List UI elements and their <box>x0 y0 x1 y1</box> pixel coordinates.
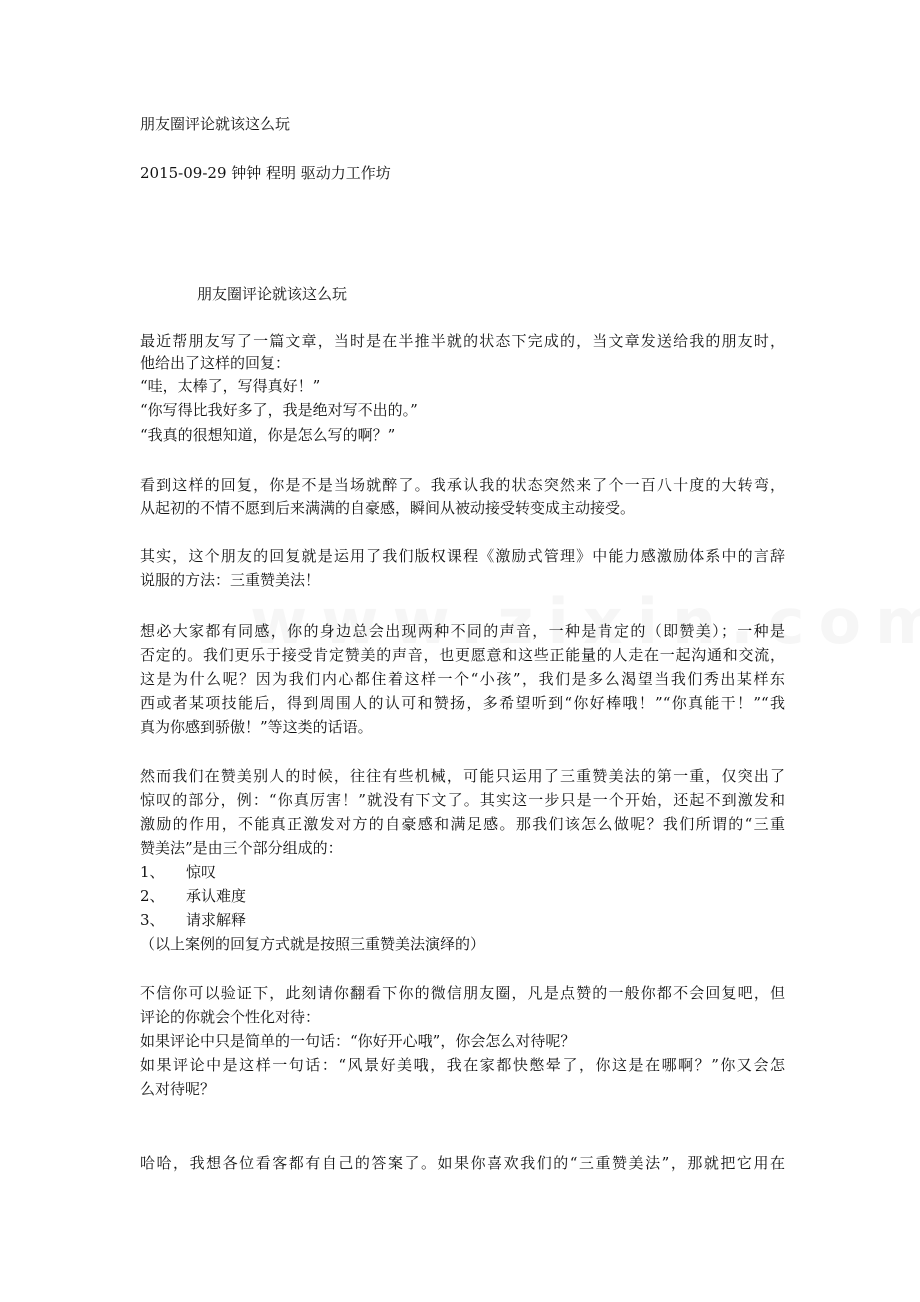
paragraph-6-line-2: 评论的你就会个性化对待： <box>140 1008 321 1026</box>
paragraph-1-line-2: 他给出了这样的回复： <box>140 354 291 372</box>
list-item-number: 2、 <box>140 887 165 905</box>
paragraph-5-line-1: 然而我们在赞美别人的时候，往往有些机械，可能只运用了三重赞美法的第一重，仅突出了 <box>140 767 785 785</box>
list-item-number: 3、 <box>140 911 165 929</box>
document-title: 朋友圈评论就该这么玩 <box>140 115 291 133</box>
list-item <box>140 885 785 907</box>
paragraph-5-line-4: 赞美法”是由三个部分组成的： <box>140 839 343 857</box>
paragraph-5-line-2: 惊叹的部分，例：“你真厉害！”就没有下文了。其实这一步只是一个开始，还起不到激发和 <box>140 791 785 809</box>
paragraph-4-line-1: 想必大家都有同感，你的身边总会出现两种不同的声音，一种是肯定的（即赞美）；一种是 <box>140 622 785 640</box>
paragraph-6-line-5: 么对待呢？ <box>140 1080 216 1098</box>
quote-3: “我真的很想知道，你是怎么写的啊？” <box>140 426 396 444</box>
paragraph-4-line-5: 真为你感到骄傲！”等这类的话语。 <box>140 718 373 736</box>
paragraph-6-line-3: 如果评论中只是简单的一句话：“你好开心哦”，你会怎么对待呢？ <box>140 1032 576 1050</box>
paragraph-1-line-1: 最近帮朋友写了一篇文章，当时是在半推半就的状态下完成的，当文章发送给我的朋友时， <box>140 332 785 350</box>
paragraph-6-line-4: 如果评论中是这样一句话：“风景好美哦，我在家都快憋晕了，你这是在哪啊？”你又会怎 <box>140 1056 785 1074</box>
list-note: （以上案例的回复方式就是按照三重赞美法演绎的） <box>140 935 486 953</box>
quote-1: “哇，太棒了，写得真好！” <box>140 377 321 395</box>
list-item <box>140 861 785 883</box>
article-subtitle: 朋友圈评论就该这么玩 <box>197 285 348 303</box>
quote-2: “你写得比我好多了，我是绝对写不出的。” <box>140 401 418 419</box>
paragraph-3-line-1: 其实，这个朋友的回复就是运用了我们版权课程《激励式管理》中能力感激励体系中的言辞 <box>140 547 785 565</box>
list-item-text: 惊叹 <box>186 863 217 881</box>
list-item-text: 承认难度 <box>186 887 247 905</box>
paragraph-4-line-2: 否定的。我们更乐于接受肯定赞美的声音，也更愿意和这些正能量的人走在一起沟通和交流， <box>140 646 785 664</box>
paragraph-2-line-1: 看到这样的回复，你是不是当场就醉了。我承认我的状态突然来了个一百八十度的大转弯， <box>140 476 785 494</box>
list-item-number: 1、 <box>140 863 165 881</box>
list-item <box>140 909 785 931</box>
paragraph-7-line-1: 哈哈，我想各位看客都有自己的答案了。如果你喜欢我们的“三重赞美法”，那就把它用在 <box>140 1154 785 1172</box>
list-item-text: 请求解释 <box>186 911 247 929</box>
document-meta: 2015-09-29 钟钟 程明 驱动力工作坊 <box>140 164 391 182</box>
paragraph-6-line-1: 不信你可以验证下，此刻请你翻看下你的微信朋友圈，凡是点赞的一般你都不会回复吧，但 <box>140 984 785 1002</box>
paragraph-3-line-2: 说服的方法：三重赞美法！ <box>140 571 321 589</box>
paragraph-5-line-3: 激励的作用，不能真正激发对方的自豪感和满足感。那我们该怎么做呢？我们所谓的“三重 <box>140 815 785 833</box>
paragraph-4-line-4: 西或者某项技能后，得到周围人的认可和赞扬，多希望听到“你好棒哦！”“你真能干！”“我 <box>140 694 785 712</box>
paragraph-2-line-2: 从起初的不情不愿到后来满满的自豪感，瞬间从被动接受转变成主动接受。 <box>140 499 636 517</box>
paragraph-4-line-3: 这是为什么呢？因为我们内心都住着这样一个“小孩”，我们是多么渴望当我们秀出某样东 <box>140 670 785 688</box>
